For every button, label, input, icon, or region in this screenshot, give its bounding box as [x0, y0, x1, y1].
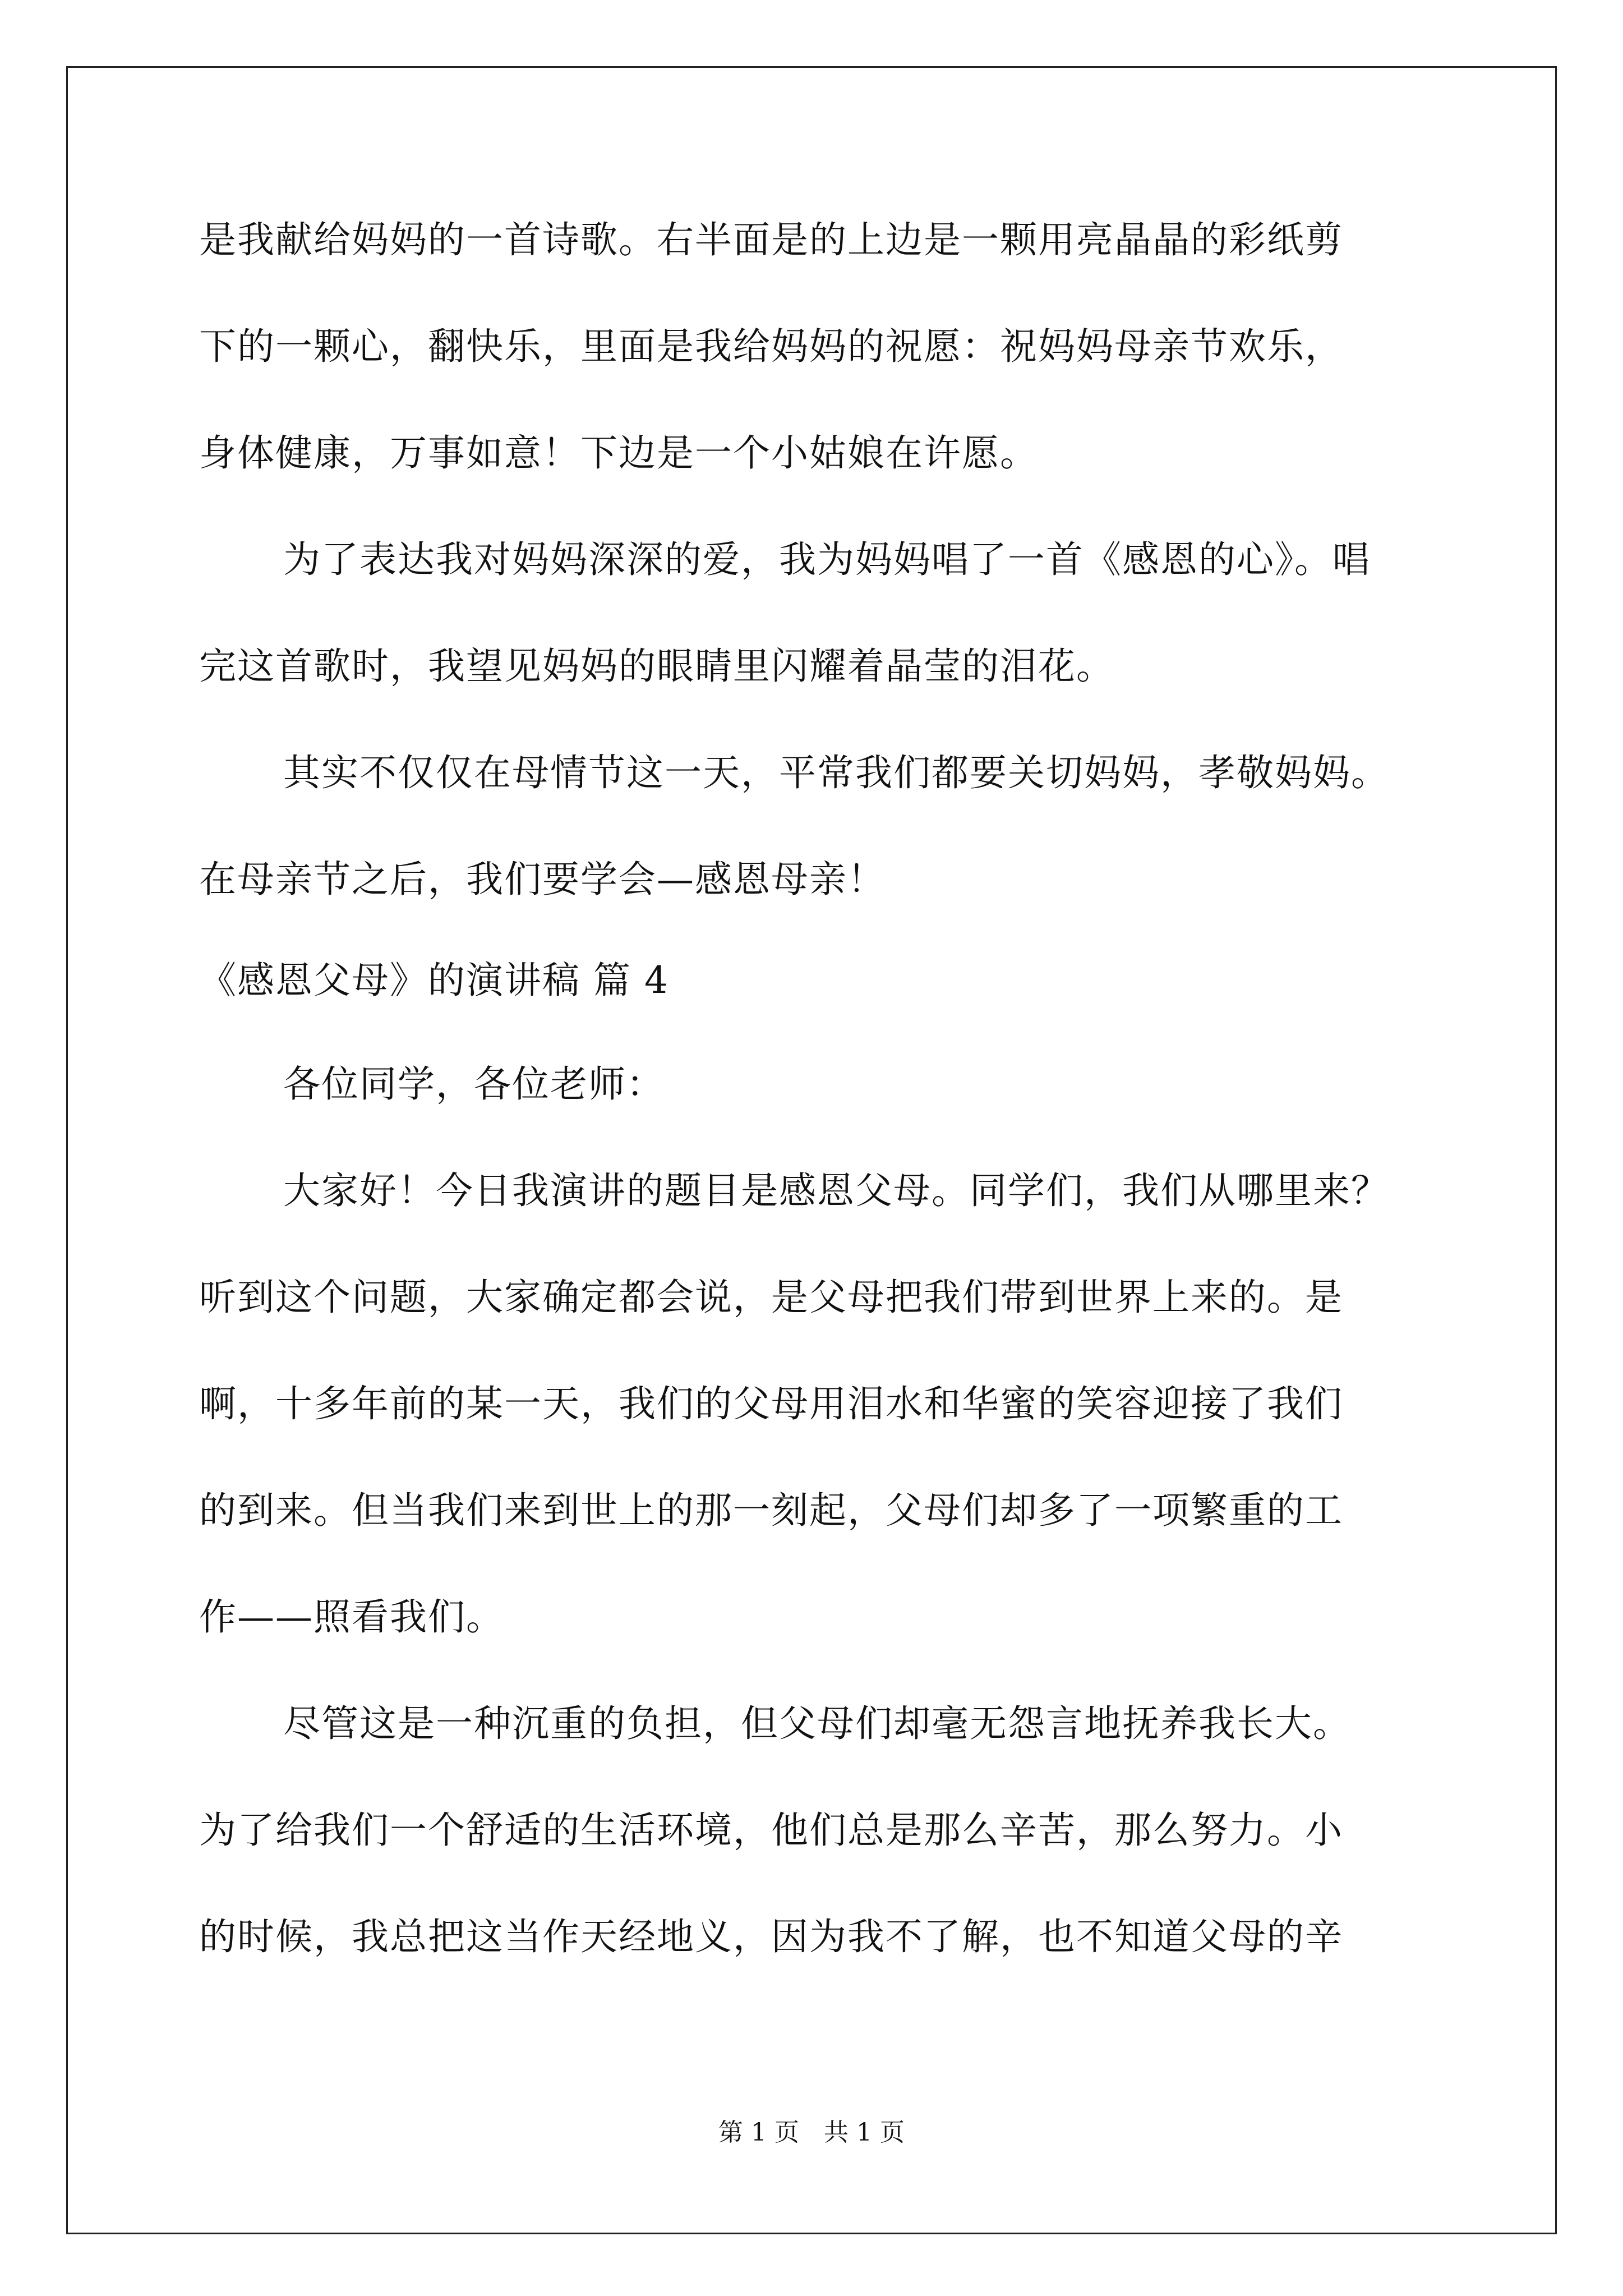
- text-line: 为了给我们一个舒适的生活环境，他们总是那么辛苦，那么努力。小: [199, 1809, 1343, 1852]
- paragraph-start-line: 其实不仅仅在母情节这一天，平常我们都要关切妈妈，孝敬妈妈。: [283, 751, 1389, 794]
- text-line: 啊，十多年前的某一天，我们的父母用泪水和华蜜的笑容迎接了我们: [199, 1382, 1343, 1425]
- paragraph-start-line: 大家好！今日我演讲的题目是感恩父母。同学们，我们从哪里来？: [283, 1169, 1389, 1212]
- text-line: 听到这个问题，大家确定都会说，是父母把我们带到世界上来的。是: [199, 1276, 1343, 1319]
- salutation-line: 各位同学，各位老师：: [283, 1062, 665, 1106]
- text-line: 作——照看我们。: [199, 1595, 504, 1639]
- paragraph-start-line: 尽管这是一种沉重的负担，但父母们却毫无怨言地抚养我长大。: [283, 1702, 1351, 1745]
- paragraph-start-line: 为了表达我对妈妈深深的爱，我为妈妈唱了一首《感恩的心》。唱: [283, 538, 1371, 581]
- page-number-footer: 第 1 页 共 1 页: [718, 2118, 905, 2147]
- text-line: 的时候，我总把这当作天经地义，因为我不了解，也不知道父母的辛: [199, 1915, 1343, 1958]
- text-line: 完这首歌时，我望见妈妈的眼睛里闪耀着晶莹的泪花。: [199, 645, 1114, 688]
- text-line: 是我献给妈妈的一首诗歌。右半面是的上边是一颗用亮晶晶的彩纸剪: [199, 218, 1343, 261]
- section-heading: 《感恩父母》的演讲稿 篇 4: [199, 959, 669, 1002]
- text-line: 在母亲节之后，我们要学会—感恩母亲！: [199, 858, 886, 901]
- text-line: 身体健康，万事如意！下边是一个小姑娘在许愿。: [199, 431, 1038, 475]
- text-line: 的到来。但当我们来到世上的那一刻起，父母们却多了一项繁重的工: [199, 1489, 1343, 1532]
- text-line: 下的一颗心，翻快乐，里面是我给妈妈的祝愿：祝妈妈母亲节欢乐，: [199, 325, 1343, 368]
